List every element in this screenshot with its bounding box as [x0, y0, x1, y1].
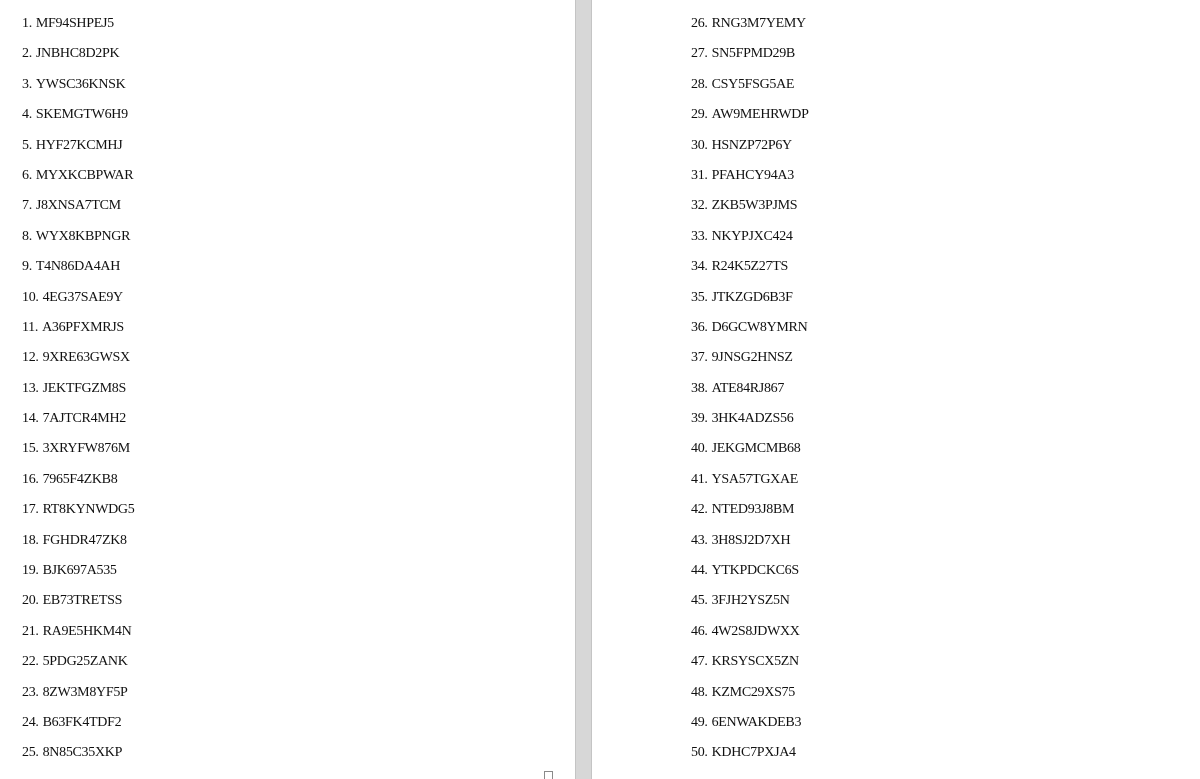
page-divider — [575, 0, 592, 779]
list-item-code: 4W2S8JDWXX — [711, 623, 800, 639]
list-item-code: FGHDR47ZK8 — [42, 532, 127, 548]
list-item-code: BJK697A535 — [42, 563, 117, 579]
list-item-number: 26. — [691, 16, 708, 31]
list-item-number: 29. — [691, 107, 708, 123]
list-item — [691, 105, 809, 135]
list-item — [22, 561, 134, 591]
list-item — [691, 500, 809, 530]
list-item-code: 3FJH2YSZ5N — [711, 593, 790, 609]
list-item — [22, 683, 134, 713]
list-item — [22, 591, 134, 621]
list-item-number: 22. — [22, 654, 39, 670]
list-item-code: R24K5Z27TS — [711, 259, 788, 275]
list-item-number: 15. — [22, 441, 39, 457]
list-item-number: 30. — [691, 137, 708, 153]
list-item — [691, 75, 809, 105]
list-item-number: 49. — [691, 714, 708, 730]
list-item-number: 31. — [691, 167, 708, 183]
list-item-number: 17. — [22, 502, 39, 518]
list-item-code: 8N85C35XKP — [42, 745, 123, 761]
list-item — [22, 166, 134, 196]
list-item-code: 4EG37SAE9Y — [42, 289, 123, 305]
list-item-code: SKEMGTW6H9 — [35, 107, 128, 123]
list-item — [22, 348, 134, 378]
list-item-number: 44. — [691, 563, 708, 579]
list-item — [22, 136, 134, 166]
list-item-code: YWSC36KNSK — [35, 76, 126, 92]
list-item-number: 45. — [691, 593, 708, 609]
list-item — [691, 409, 809, 439]
list-item-number: 10. — [22, 289, 39, 305]
list-item — [691, 379, 809, 409]
list-item-code: RT8KYNWDG5 — [42, 502, 135, 518]
list-item-number: 48. — [691, 684, 708, 700]
list-item-number: 37. — [691, 350, 708, 366]
list-item-number: 16. — [22, 471, 39, 487]
list-item — [691, 531, 809, 561]
list-item-number: 9. — [22, 259, 32, 275]
list-item — [691, 318, 809, 348]
list-item-code: 8ZW3M8YF5P — [42, 684, 128, 700]
list-item-code: 3XRYFW876M — [42, 441, 130, 457]
list-item-number: 47. — [691, 654, 708, 670]
list-item-code: MYXKCBPWAR — [35, 167, 134, 183]
list-item — [691, 136, 809, 166]
list-item-number: 50. — [691, 745, 708, 761]
list-item — [691, 713, 809, 743]
list-item — [691, 591, 809, 621]
list-item-number: 38. — [691, 380, 708, 396]
list-item — [691, 196, 809, 226]
list-item-number: 35. — [691, 289, 708, 305]
list-item — [691, 227, 809, 257]
list-item — [22, 318, 134, 348]
list-item-number: 28. — [691, 76, 708, 92]
list-item-code: J8XNSA7TCM — [35, 198, 121, 214]
list-item-number: 24. — [22, 714, 39, 730]
list-item-number: 5. — [22, 137, 32, 153]
list-item-number: 21. — [22, 623, 39, 639]
list-item-number: 23. — [22, 684, 39, 700]
list-item-code: 9JNSG2HNSZ — [711, 350, 793, 366]
list-item-code: D6GCW8YMRN — [711, 319, 808, 335]
list-item-code: JNBHC8D2PK — [35, 46, 120, 62]
list-item — [691, 257, 809, 287]
list-item-number: 20. — [22, 593, 39, 609]
list-item-code: HSNZP72P6Y — [711, 137, 792, 153]
list-item-code: PFAHCY94A3 — [711, 167, 794, 183]
list-item — [22, 75, 134, 105]
list-item-code: ATE84RJ867 — [711, 380, 785, 396]
list-item-code: ZKB5W3PJMS — [711, 198, 798, 214]
list-item — [22, 288, 134, 318]
list-item-number: 1. — [22, 16, 32, 31]
list-item-code: 3HK4ADZS56 — [711, 411, 794, 427]
list-item-code: RNG3M7YEMY — [711, 16, 806, 31]
list-item-number: 8. — [22, 228, 32, 244]
list-item — [22, 622, 134, 652]
list-item — [22, 531, 134, 561]
list-item-number: 32. — [691, 198, 708, 214]
list-item — [691, 44, 809, 74]
list-item-code: A36PFXMRJS — [42, 319, 124, 335]
list-item — [22, 500, 134, 530]
list-item-code: JTKZGD6B3F — [711, 289, 793, 305]
list-item — [22, 470, 134, 500]
list-item — [22, 196, 134, 226]
list-item-code: 5PDG25ZANK — [42, 654, 128, 670]
list-item-number: 27. — [691, 46, 708, 62]
list-item — [22, 227, 134, 257]
document-page-right — [592, 0, 1200, 779]
list-item-code: AW9MEHRWDP — [711, 107, 809, 123]
list-item — [691, 470, 809, 500]
list-item — [22, 652, 134, 682]
list-item-code: KRSYSCX5ZN — [711, 654, 799, 670]
list-item-code: YSA57TGXAE — [711, 471, 799, 487]
list-item — [22, 743, 134, 773]
list-item-code: RA9E5HKM4N — [42, 623, 132, 639]
list-item-number: 34. — [691, 259, 708, 275]
list-item-number: 18. — [22, 532, 39, 548]
list-item-code: KZMC29XS75 — [711, 684, 795, 700]
list-item — [691, 288, 809, 318]
list-item-code: JEKGMCMB68 — [711, 441, 801, 457]
list-item-number: 39. — [691, 411, 708, 427]
list-item — [22, 257, 134, 287]
list-item — [691, 622, 809, 652]
list-item — [691, 652, 809, 682]
list-item-code: NTED93J8BM — [711, 502, 795, 518]
list-item-code: 3H8SJ2D7XH — [711, 532, 791, 548]
list-item — [691, 683, 809, 713]
code-list-right — [691, 14, 809, 774]
list-item — [691, 348, 809, 378]
list-item-number: 3. — [22, 76, 32, 92]
list-item-code: SN5FPMD29B — [711, 46, 795, 62]
list-item-number: 46. — [691, 623, 708, 639]
list-item-code: MF94SHPEJ5 — [35, 16, 114, 31]
list-item-code: 6ENWAKDEB3 — [711, 714, 802, 730]
list-item-code: T4N86DA4AH — [35, 259, 121, 275]
list-item-code: CSY5FSG5AE — [711, 76, 795, 92]
list-item-number: 36. — [691, 319, 708, 335]
list-item — [22, 14, 134, 44]
code-list-left — [22, 14, 134, 774]
list-item — [22, 379, 134, 409]
list-item-number: 25. — [22, 745, 39, 761]
list-item — [22, 713, 134, 743]
list-item — [691, 743, 809, 773]
list-item-code: 9XRE63GWSX — [42, 350, 130, 366]
list-item-number: 43. — [691, 532, 708, 548]
list-item-code: YTKPDCKC6S — [711, 563, 799, 579]
list-item-code: EB73TRETSS — [42, 593, 123, 609]
list-item — [22, 409, 134, 439]
list-item — [691, 166, 809, 196]
list-item-number: 7. — [22, 198, 32, 214]
list-item-number: 6. — [22, 167, 32, 183]
list-item-number: 14. — [22, 411, 39, 427]
list-item-code: KDHC7PXJA4 — [711, 745, 796, 761]
list-item — [22, 439, 134, 469]
list-item-code: 7965F4ZKB8 — [42, 471, 118, 487]
list-item-number: 12. — [22, 350, 39, 366]
document-page-left — [0, 0, 575, 779]
list-item-code: NKYPJXC424 — [711, 228, 793, 244]
list-item-code: WYX8KBPNGR — [35, 228, 131, 244]
list-item-number: 41. — [691, 471, 708, 487]
page-corner-marker — [544, 771, 553, 779]
list-item-code: JEKTFGZM8S — [42, 380, 126, 396]
list-item — [691, 14, 809, 44]
list-item-number: 19. — [22, 563, 39, 579]
list-item — [22, 105, 134, 135]
list-item-number: 40. — [691, 441, 708, 457]
list-item-number: 13. — [22, 380, 39, 396]
list-item-number: 4. — [22, 107, 32, 123]
list-item — [691, 439, 809, 469]
list-item — [22, 44, 134, 74]
list-item-number: 2. — [22, 46, 32, 62]
list-item-number: 33. — [691, 228, 708, 244]
list-item — [691, 561, 809, 591]
list-item-code: B63FK4TDF2 — [42, 714, 122, 730]
list-item-number: 42. — [691, 502, 708, 518]
list-item-code: HYF27KCMHJ — [35, 137, 123, 153]
list-item-number: 11. — [22, 319, 39, 335]
list-item-code: 7AJTCR4MH2 — [42, 411, 126, 427]
